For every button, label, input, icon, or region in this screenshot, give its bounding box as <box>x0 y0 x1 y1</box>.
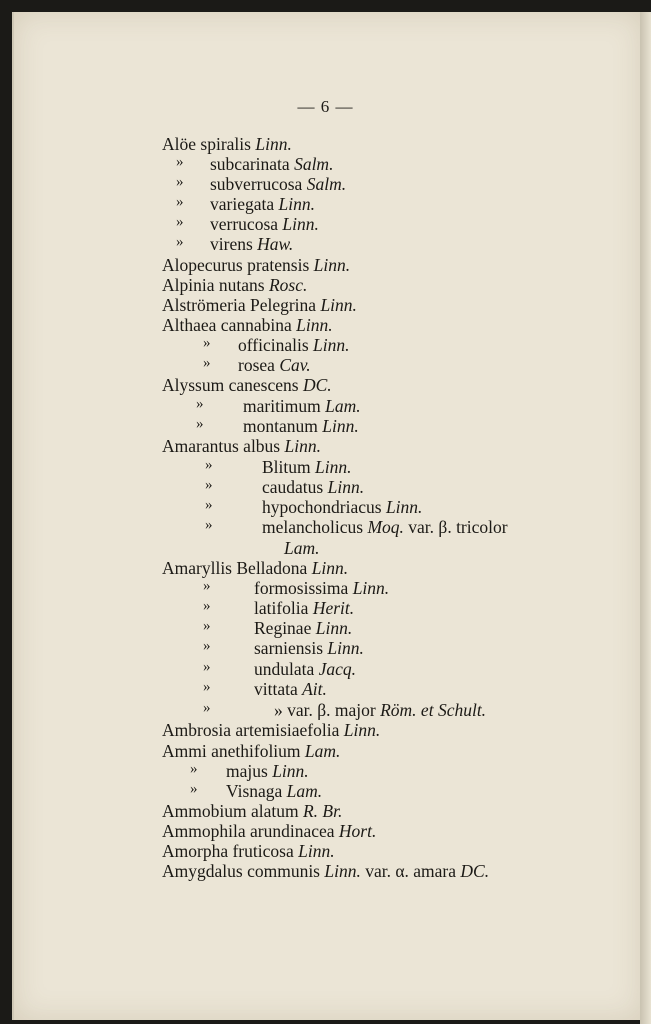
author-abbreviation: Linn. <box>255 134 292 154</box>
list-item <box>162 821 376 841</box>
ditto-mark: » <box>205 517 213 533</box>
ditto-mark: » <box>176 194 184 210</box>
page-gutter <box>640 12 651 1024</box>
variety-note: var. α. amara <box>365 861 457 881</box>
author-abbreviation: Linn. <box>320 295 357 315</box>
species-name: Visnaga <box>226 781 283 801</box>
author-abbreviation: Linn. <box>311 558 349 578</box>
ditto-mark: » <box>203 578 211 594</box>
list-item <box>262 457 351 477</box>
list-item <box>238 335 350 355</box>
species-name: Reginae <box>254 618 312 638</box>
genus-name: Alopecurus <box>162 255 243 275</box>
page-number: — 6 — <box>297 97 354 116</box>
genus-name: Amorpha <box>162 841 229 861</box>
list-item <box>284 538 320 558</box>
variety-note: var. β. major <box>287 700 376 720</box>
author-abbreviation: Linn. <box>272 761 309 781</box>
ditto-mark: » <box>203 335 211 351</box>
list-item <box>162 375 332 395</box>
list-item <box>210 214 319 234</box>
genus-name: Althaea <box>162 315 217 335</box>
list-item <box>274 700 486 720</box>
author-abbreviation: Linn. <box>284 436 321 456</box>
species-name: formosissima <box>254 578 349 598</box>
species-name: nutans <box>218 275 265 295</box>
list-item <box>210 194 315 214</box>
genus-name: Alyssum <box>162 375 225 395</box>
species-name: Pelegrina <box>249 295 317 315</box>
ditto-mark: » <box>176 234 184 250</box>
species-name: latifolia <box>254 598 309 618</box>
genus-name: Alpinia <box>162 275 215 295</box>
list-item <box>262 477 364 497</box>
author-abbreviation: Lam. <box>325 396 361 416</box>
list-item <box>254 679 327 699</box>
author-abbreviation: R. Br. <box>302 801 343 821</box>
author-abbreviation: Linn. <box>322 416 359 436</box>
species-name: subverrucosa <box>210 174 303 194</box>
species-name: arundinacea <box>249 821 335 841</box>
ditto-mark: » <box>203 618 211 634</box>
species-name: alatum <box>250 801 299 821</box>
ditto-mark: » <box>196 396 204 412</box>
list-item <box>162 801 342 821</box>
ditto-mark: » <box>203 679 211 695</box>
ditto-mark: » <box>176 154 184 170</box>
genus-name: Ammophila <box>162 821 246 841</box>
list-item <box>162 255 350 275</box>
list-item <box>254 578 389 598</box>
author-abbreviation: Lam. <box>286 781 323 801</box>
author-abbreviation: Lam. <box>284 538 320 558</box>
author-abbreviation: Linn. <box>352 578 390 598</box>
ditto-mark: » <box>190 781 198 797</box>
list-item <box>254 618 352 638</box>
author-abbreviation: Linn. <box>282 214 319 234</box>
list-item <box>243 416 359 436</box>
list-item <box>210 174 346 194</box>
species-name: anethifolium <box>211 741 301 761</box>
list-item <box>162 841 335 861</box>
species-name: officinalis <box>238 335 309 355</box>
author-abbreviation: Linn. <box>278 194 315 214</box>
genus-name: Amygdalus <box>162 861 243 881</box>
ditto-mark: » <box>205 497 213 513</box>
list-item <box>162 315 333 335</box>
list-item <box>226 781 322 801</box>
species-name: verrucosa <box>210 214 279 234</box>
list-item <box>210 154 333 174</box>
author-abbreviation: Salm. <box>294 154 334 174</box>
author-abbreviation: Herit. <box>312 598 355 618</box>
species-name: pratensis <box>247 255 310 275</box>
genus-name: Alöe <box>162 134 197 154</box>
author-abbreviation: Linn. <box>327 477 365 497</box>
author-abbreviation: DC. <box>302 375 332 395</box>
ditto-mark: » <box>205 457 213 473</box>
species-name: undulata <box>254 659 315 679</box>
species-name: spiralis <box>200 134 251 154</box>
genus-name: Ambrosia <box>162 720 232 740</box>
author-abbreviation: Haw. <box>257 234 294 254</box>
species-name: melancholicus <box>262 517 364 537</box>
ditto-mark: » <box>190 761 198 777</box>
genus-name: Ammobium <box>162 801 247 821</box>
list-item <box>162 741 340 761</box>
author-abbreviation: Linn. <box>385 497 423 517</box>
author-abbreviation: Jacq. <box>318 659 357 679</box>
genus-name: Alströmeria <box>162 295 246 315</box>
species-name: subcarinata <box>210 154 290 174</box>
author-abbreviation: Rosc. <box>268 275 308 295</box>
species-name: fruticosa <box>232 841 294 861</box>
species-name: rosea <box>238 355 275 375</box>
ditto-mark: » <box>203 659 211 675</box>
author-abbreviation: Linn. <box>296 315 333 335</box>
author-abbreviation: Cav. <box>279 355 311 375</box>
ditto-mark: » <box>205 477 213 493</box>
variety-author: Röm. et Schult. <box>380 700 487 720</box>
author-abbreviation: Linn. <box>298 841 335 861</box>
species-name: albus <box>243 436 281 456</box>
species-name: sarniensis <box>254 638 324 658</box>
author-abbreviation: Linn. <box>315 618 353 638</box>
species-name: Blitum <box>262 457 311 477</box>
species-name: artemisiaefolia <box>235 720 340 740</box>
author-abbreviation: Linn. <box>327 638 364 658</box>
author-abbreviation: Linn. <box>313 255 351 275</box>
author-abbreviation: Salm. <box>306 174 347 194</box>
species-name: hypochondriacus <box>262 497 382 517</box>
author-abbreviation: Hort. <box>338 821 377 841</box>
list-item <box>210 234 293 254</box>
species-name: cannabina <box>220 315 292 335</box>
species-name: » <box>274 700 283 720</box>
ditto-mark: » <box>176 214 184 230</box>
list-item <box>162 720 380 740</box>
ditto-mark: » <box>203 638 211 654</box>
species-name: montanum <box>243 416 318 436</box>
species-name: vittata <box>254 679 298 699</box>
author-abbreviation: Moq. <box>367 517 404 537</box>
species-name: variegata <box>210 194 275 214</box>
species-name: Belladona <box>236 558 308 578</box>
list-item <box>162 558 348 578</box>
ditto-mark: » <box>176 174 184 190</box>
variety-author: DC. <box>460 861 490 881</box>
list-item <box>254 659 356 679</box>
author-abbreviation: Linn. <box>324 861 361 881</box>
genus-name: Amaryllis <box>162 558 232 578</box>
ditto-mark: » <box>203 355 211 371</box>
species-name: communis <box>247 861 320 881</box>
author-abbreviation: Linn. <box>343 720 381 740</box>
list-item <box>238 355 311 375</box>
ditto-mark: » <box>203 598 211 614</box>
species-name: caudatus <box>262 477 324 497</box>
list-item <box>243 396 361 416</box>
list-item <box>262 497 422 517</box>
list-item <box>162 275 307 295</box>
species-name: majus <box>226 761 268 781</box>
list-item <box>254 598 354 618</box>
species-name: canescens <box>228 375 299 395</box>
variety-note: var. β. tricolor <box>408 517 508 537</box>
author-abbreviation: Lam. <box>304 741 341 761</box>
list-item <box>162 436 321 456</box>
list-item <box>162 861 489 881</box>
list-item <box>162 295 357 315</box>
species-name: maritimum <box>243 396 321 416</box>
list-item <box>262 517 508 537</box>
ditto-mark: » <box>203 700 211 716</box>
ditto-mark: » <box>196 416 204 432</box>
species-name: virens <box>210 234 253 254</box>
list-item <box>162 134 292 154</box>
author-abbreviation: Linn. <box>315 457 352 477</box>
list-item <box>226 761 309 781</box>
genus-name: Amarantus <box>162 436 239 456</box>
author-abbreviation: Linn. <box>313 335 350 355</box>
list-item <box>254 638 364 658</box>
author-abbreviation: Ait. <box>302 679 327 699</box>
genus-name: Ammi <box>162 741 207 761</box>
